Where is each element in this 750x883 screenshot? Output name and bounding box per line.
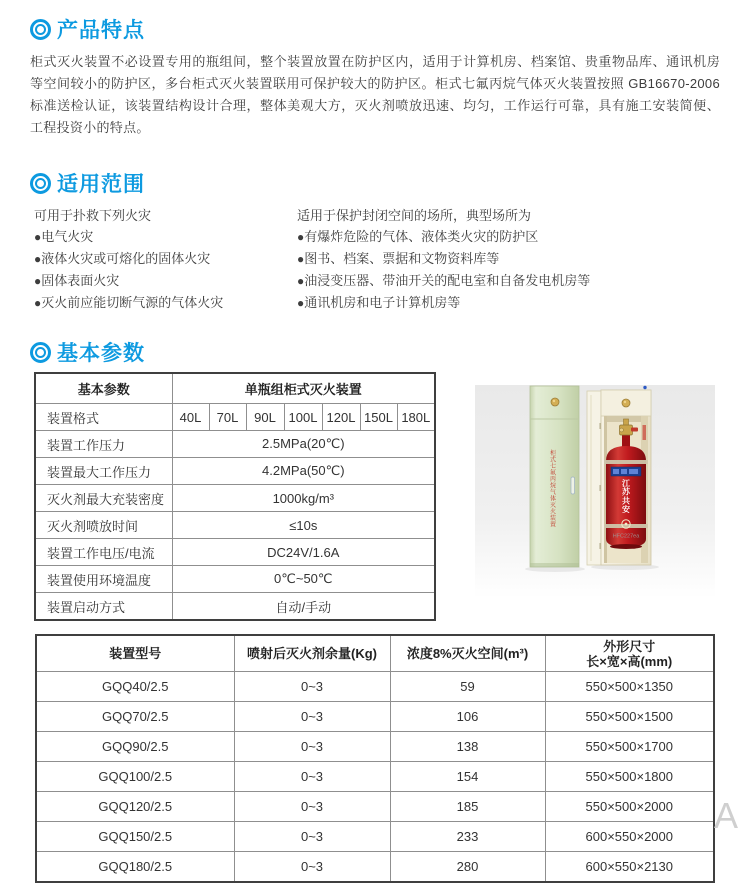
table-row [35, 458, 435, 485]
list-item-label: 图书、档案、票据和文物资料库等 [304, 251, 500, 266]
row-value: ≤10s [172, 512, 435, 539]
residue-cell: 0~3 [234, 672, 390, 702]
cabinet-vertical-label: 柜式七氟丙烷气体灭火装置 [550, 451, 557, 529]
list-item [34, 270, 297, 292]
scope-right-list [297, 226, 591, 314]
row-label: 装置使用环境温度 [35, 566, 172, 593]
watermark-letter: A [713, 795, 738, 836]
dimension-cell: 600×550×2000 [545, 822, 714, 852]
volume-cell: 70L [209, 404, 246, 431]
alarm-indicator [643, 386, 646, 389]
table-row [35, 404, 435, 431]
table-row [35, 566, 435, 593]
cabinet-knob [551, 398, 559, 406]
dimension-cell: 550×500×1350 [545, 672, 714, 702]
table-header-cell [545, 635, 714, 672]
space-cell: 280 [390, 852, 545, 883]
cabinet-door [587, 391, 603, 565]
section-heading-scope [30, 169, 750, 197]
list-item-label: 固体表面火灾 [41, 273, 120, 288]
bullet-icon: ● [297, 274, 305, 288]
list-item [34, 292, 297, 314]
table-header-cell: 喷射后灭火剂余量(Kg) [234, 635, 390, 672]
row-label: 装置启动方式 [35, 593, 172, 621]
section-title-features: 产品特点 [57, 19, 145, 42]
row-label: 装置最大工作压力 [35, 458, 172, 485]
row-label: 装置工作电压/电流 [35, 539, 172, 566]
section-scope [0, 169, 750, 314]
dimension-cell: 550×500×1800 [545, 762, 714, 792]
product-photo [475, 385, 715, 598]
scope-columns [34, 205, 750, 314]
list-item [297, 248, 560, 270]
double-circle-icon [30, 19, 51, 40]
model-spec-table [35, 634, 715, 883]
table-row [35, 373, 435, 404]
scope-left-header: 可用于扑救下列火灾 [34, 208, 152, 223]
dimension-cell: 600×550×2130 [545, 852, 714, 883]
list-item-label: 灭火前应能切断气源的气体火灾 [41, 295, 224, 310]
list-item-label: 油浸变压器、带油开关的配电室和自备发电机房等 [304, 273, 591, 288]
scope-column-right [297, 205, 591, 314]
list-item [297, 270, 591, 292]
list-item [297, 226, 560, 248]
volume-cell: 120L [322, 404, 360, 431]
model-cell: GQQ150/2.5 [36, 822, 234, 852]
dim-header-line1: 外形尺寸 [603, 638, 656, 654]
dimension-cell: 550×500×1700 [545, 732, 714, 762]
space-cell: 106 [390, 702, 545, 732]
features-paragraph: 柜式灭火装置不必设置专用的瓶组间，整个装置放置在防护区内，适用于计算机房、档案馆、贵重物品库、通讯机房等空间较小的防护区，多台柜式灭火装置联用可保护较大的防护区。柜式七氟丙烷气体灭火装置按照 GB16670-2006 标准送检认证，该装置结构设计合理，整体美观大方，灭火剂喷放迅速、均匀，工作运行可靠，具有施工安装简便、工程投资小的特点。 [30, 54, 720, 135]
model-cell: GQQ180/2.5 [36, 852, 234, 883]
closed-cabinet [530, 386, 579, 567]
table-row [36, 792, 714, 822]
table-row [35, 593, 435, 621]
residue-cell: 0~3 [234, 702, 390, 732]
scope-column-left [34, 205, 297, 314]
table-header-cell: 浓度8%灭火空间(m³) [390, 635, 545, 672]
section-heading-features [30, 15, 750, 43]
residue-cell: 0~3 [234, 822, 390, 852]
row-value: 1000kg/m³ [172, 485, 435, 512]
space-cell: 138 [390, 732, 545, 762]
table-row [36, 822, 714, 852]
cylinder-model-text: HFC227ea [612, 533, 640, 540]
cylinder-brand-text: 江苏共安 [622, 479, 631, 514]
section-title-params: 基本参数 [57, 342, 145, 365]
space-cell: 185 [390, 792, 545, 822]
double-circle-icon [30, 173, 51, 194]
residue-cell: 0~3 [234, 852, 390, 883]
table-header-cell: 装置型号 [36, 635, 234, 672]
section-features [0, 15, 750, 139]
volume-cell: 180L [397, 404, 435, 431]
list-item-label: 液体火灾或可熔化的固体火灾 [41, 251, 211, 266]
row-value: 4.2MPa(50℃) [172, 458, 435, 485]
row-value: 0℃~50℃ [172, 566, 435, 593]
model-cell: GQQ100/2.5 [36, 762, 234, 792]
row-value: 2.5MPa(20℃) [172, 431, 435, 458]
bullet-icon: ● [297, 230, 305, 244]
table-header-cell: 单瓶组柜式灭火装置 [172, 373, 435, 404]
row-value: DC24V/1.6A [172, 539, 435, 566]
residue-cell: 0~3 [234, 762, 390, 792]
row-value: 自动/手动 [172, 593, 435, 621]
table-row [36, 635, 714, 672]
volume-cell: 90L [246, 404, 284, 431]
params-content-row [0, 372, 750, 621]
scope-left-list [34, 226, 297, 314]
table-row [35, 512, 435, 539]
model-cell: GQQ70/2.5 [36, 702, 234, 732]
list-item-label: 电气火灾 [41, 229, 94, 244]
table-row [36, 732, 714, 762]
volume-cell: 100L [284, 404, 322, 431]
dimension-cell: 550×500×2000 [545, 792, 714, 822]
space-cell: 59 [390, 672, 545, 702]
row-label: 灭火剂喷放时间 [35, 512, 172, 539]
table-row [36, 672, 714, 702]
model-cell: GQQ90/2.5 [36, 732, 234, 762]
table-row [35, 485, 435, 512]
open-cabinet [587, 386, 651, 565]
space-cell: 154 [390, 762, 545, 792]
bullet-icon: ● [34, 274, 42, 288]
list-item [34, 248, 297, 270]
valve-gauge [631, 428, 638, 432]
list-item-label: 有爆炸危险的气体、液体类火灾的防护区 [304, 229, 539, 244]
table-row [35, 431, 435, 458]
double-circle-icon [30, 342, 51, 363]
list-item [297, 292, 560, 314]
cylinder-label-band [611, 467, 641, 476]
model-cell: GQQ40/2.5 [36, 672, 234, 702]
bullet-icon: ● [297, 296, 305, 310]
bullet-icon: ● [34, 230, 42, 244]
section-heading-params [30, 338, 750, 366]
model-cell: GQQ120/2.5 [36, 792, 234, 822]
basic-params-table [34, 372, 436, 621]
volume-cell: 150L [360, 404, 397, 431]
cabinet-knob [622, 399, 630, 407]
residue-cell: 0~3 [234, 732, 390, 762]
cabinet-handle [571, 477, 575, 494]
bullet-icon: ● [297, 252, 305, 266]
scope-right-header: 适用于保护封闭空间的场所，典型场所为 [297, 208, 532, 223]
table-row [36, 762, 714, 792]
mounting-strap [604, 460, 648, 464]
table-header-cell: 基本参数 [35, 373, 172, 404]
dimension-cell: 550×500×1500 [545, 702, 714, 732]
interior-instruction-label [643, 425, 647, 440]
list-item [34, 226, 297, 248]
row-label: 灭火剂最大充装密度 [35, 485, 172, 512]
section-params [0, 338, 750, 621]
row-label: 装置格式 [35, 404, 172, 431]
bullet-icon: ● [34, 252, 42, 266]
table-row [35, 539, 435, 566]
row-label: 装置工作压力 [35, 431, 172, 458]
table-row [36, 852, 714, 883]
bullet-icon: ● [34, 296, 42, 310]
residue-cell: 0~3 [234, 792, 390, 822]
list-item-label: 通讯机房和电子计算机房等 [304, 295, 461, 310]
volume-cell: 40L [172, 404, 209, 431]
dim-header-line2: 长×宽×高(mm) [586, 653, 673, 669]
table-row [36, 702, 714, 732]
space-cell: 233 [390, 822, 545, 852]
section-title-scope: 适用范围 [57, 173, 145, 196]
